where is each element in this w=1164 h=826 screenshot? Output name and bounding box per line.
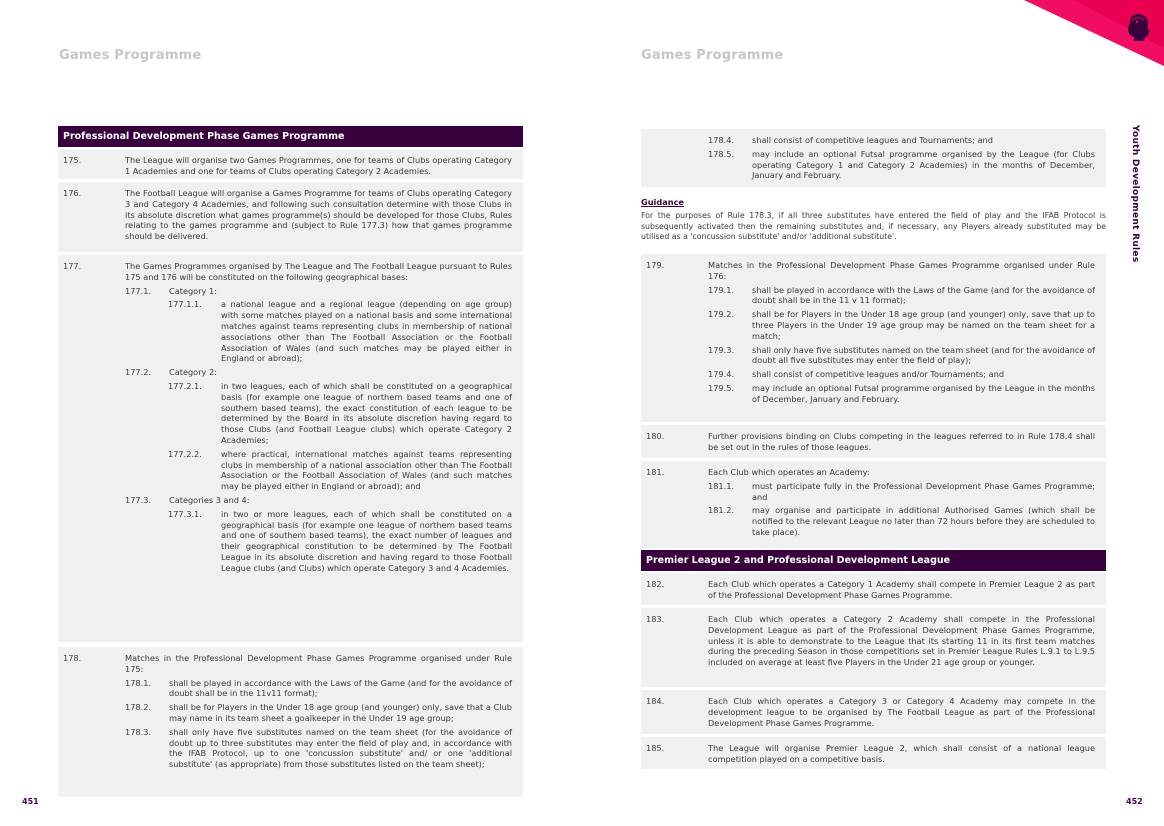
guidance-title: Guidance (641, 197, 684, 207)
rule-176 (63, 188, 512, 242)
rule-body (708, 467, 1095, 538)
page-number: 452 (1126, 797, 1143, 806)
sub-rule-text: shall be for Players in the Under 18 age group (and younger) only, save that up to three Players in the Under 19 age group may be named on the team sheet for a match; (752, 309, 1095, 341)
sub-rule-text: Category 1: (169, 285, 217, 296)
sub-sub-rule-number: 177.2.2. (168, 448, 202, 459)
rule-number: 183. (646, 614, 665, 624)
rule-body (125, 261, 512, 574)
sub-rule (125, 286, 512, 297)
rule-number: 184. (646, 696, 665, 706)
sub-rule-text: shall consist of competitive leagues and/or Tournaments; and (752, 369, 1005, 380)
rule-178 (63, 653, 512, 770)
sub-sub-rule-text: a national league and a regional league (depending on age group) with some matches played on a national basis and some international matches against teams representing clubs in membership of national associations other than The Football Association or the Football Association of Wales (and such matches may be played either in England or abroad); (221, 299, 512, 364)
sub-rule-number: 179.5. (708, 382, 735, 393)
sub-rule-number: 178.4. (708, 135, 735, 145)
sub-rule (125, 495, 512, 506)
brand-corner-graphic (1024, 0, 1164, 66)
sub-rule (708, 285, 1095, 307)
rule-text: Each Club which operates a Category 1 Academy shall compete in Premier League 2 as part of the Professional Development Phase Games Programme. (708, 579, 1095, 600)
sub-rule-text: shall be played in accordance with the Laws of the Game (and for the avoidance of doubt shall be in the 11v11 format); (169, 677, 512, 699)
rule-block (641, 573, 1106, 605)
rule-182 (646, 579, 1095, 601)
sub-rule-text: may include an optional Futsal programme organised by the League in the months of December, January and February. (752, 382, 1095, 404)
sub-rule (125, 727, 512, 770)
page-number: 451 (22, 797, 39, 806)
sub-sub-rule (168, 509, 512, 574)
rule-block (641, 129, 1106, 187)
sub-rule-number: 178.3. (125, 726, 152, 737)
rule-177 (63, 261, 512, 574)
sub-rule-text: may organise and participate in additional Authorised Games (which shall be notified to the relevant League no later than 72 hours before they are scheduled to take place). (752, 505, 1095, 537)
rule-block (58, 182, 523, 252)
sub-rule-number: 178.1. (125, 677, 152, 688)
sub-rule-number: 177.1. (125, 285, 152, 296)
sub-rule-text: shall be for Players in the Under 18 age group (and younger) only, save that a Club may name in its team sheet a goalkeeper in the Under 19 age group; (169, 702, 512, 723)
section-header: Premier League 2 and Professional Development League (641, 550, 1106, 571)
sub-rule (708, 345, 1095, 367)
vertical-section-title: Youth Development Rules (1130, 125, 1140, 263)
rule-block (641, 608, 1106, 687)
rule-body (125, 653, 512, 770)
rule-text: The League will organise Premier League 2, which shall consist of a national league competition played on a competitive basis. (708, 743, 1095, 764)
sub-rule-number: 178.5. (708, 148, 735, 159)
rule-block (641, 690, 1106, 734)
sub-rule (708, 369, 1095, 380)
rule-text: Matches in the Professional Development Phase Games Programme organised under Rule 175: (125, 653, 512, 674)
rule-text: The Games Programmes organised by The League and The Football League pursuant to Rules 175 and 176 will be constituted on the following geographical bases: (125, 261, 512, 282)
rule-block (58, 149, 523, 179)
sub-sub-rule-text: in two leagues, each of which shall be constituted on a geographical basis (for example one league of northern based teams and one of southern based teams), the exact constitution of each league to be determined by the Board in its absolute discretion having regard to those Clubs (and Football League clubs) which operate Category 2 Academies; (221, 380, 512, 445)
rule-183 (646, 614, 1095, 668)
sub-rule-text: may include an optional Futsal programme organised by the League (for Clubs operating Category 1 and Category 2 Academies) in the months of December, January and February. (752, 148, 1095, 181)
rule-block (641, 425, 1106, 458)
sub-rule-text: shall consist of competitive leagues and Tournaments; and (752, 135, 993, 145)
sub-rule (125, 678, 512, 700)
rule-175 (63, 155, 512, 177)
sub-rule (708, 135, 1095, 146)
sub-rule-text: Category 2: (169, 367, 217, 378)
sub-rule-text: shall only have five substitutes named on the team sheet (for the avoidance of doubt up to three substitutes may enter the field of play and, in accordance with the IFAB Protocol, up to one 'concussion substitute' and/ or one 'additional substitute' (as appropriate) from those substitutes listed on the team sheet); (169, 726, 512, 770)
running-title: Games Programme (641, 48, 784, 63)
rule-number: 176. (63, 188, 82, 198)
rule-block (58, 647, 523, 797)
rule-number: 175. (63, 155, 82, 165)
sub-rule-number: 179.3. (708, 344, 735, 355)
running-title: Games Programme (59, 48, 202, 63)
rule-184 (646, 696, 1095, 728)
rule-body (708, 135, 1095, 181)
sub-rule-number: 181.1. (708, 480, 735, 491)
sub-rule-text: Categories 3 and 4: (169, 494, 250, 505)
rule-number: 177. (63, 261, 82, 271)
rule-number: 180. (646, 431, 665, 441)
rule-text: Further provisions binding on Clubs competing in the leagues referred to in Rule 178.4 shall be set out in the rules of those leagues. (708, 431, 1095, 452)
rule-text: The Football League will organise a Games Programme for teams of Clubs operating Category 3 and Category 4 Academies, and following such consultation determine with those Clubs in its absolute discretion what games programme(s) should be developed for those Clubs, Rules relating to the games programme and (subject to Rule 177.3) how that games programme should be delivered. (125, 188, 512, 242)
rule-block (641, 461, 1106, 548)
sub-sub-rule-text: where practical, international matches against teams representing clubs in membership of a national association other than The Football Association or the Football Association of Wales (and such matches may be played either in England or abroad); and (221, 448, 512, 492)
rule-180 (646, 431, 1095, 453)
rule-number: 185. (646, 743, 665, 753)
sub-rule-number: 177.3. (125, 494, 152, 505)
rule-block (641, 254, 1106, 422)
rule-text: Each Club which operates a Category 2 Academy shall compete in the Professional Development League as part of the Professional Development Phase Games Programme, unless it is able to demonstrate to the League that its starting 11 in its first team matches during the preceding Season in those competitions set in Premier League Rules L.9.1 to L.9.5 included on average at least five Players in the Under 21 age group or younger. (708, 614, 1095, 668)
sub-sub-rule-number: 177.3.1. (168, 508, 202, 519)
rule-181 (646, 467, 1095, 538)
sub-rule (708, 309, 1095, 341)
sub-sub-rule (168, 449, 512, 492)
sub-sub-rule (168, 381, 512, 446)
sub-rule-text: must participate fully in the Professional Development Phase Games Programme; and (752, 480, 1095, 502)
rule-text: Each Club which operates an Academy: (708, 467, 870, 477)
sub-rule-number: 179.1. (708, 284, 735, 295)
sub-rule-number: 177.2. (125, 367, 152, 378)
sub-sub-rule-text: in two or more leagues, each of which shall be constituted on a geographical basis (for example one league of northern based teams and one of southern based teams), the exact number of leagues and their geographical constitution to be determined by The Football League in its absolute discretion and having regard to those Football League clubs (and Clubs) which operate Category 3 and 4 Academies. (221, 508, 512, 573)
sub-rule-number: 178.2. (125, 702, 152, 713)
rule-number: 179. (646, 260, 665, 270)
sub-rule-text: shall be played in accordance with the Laws of the Game (and for the avoidance of doubt shall be in the 11 v 11 format); (752, 284, 1095, 306)
sub-rule-number: 179.2. (708, 309, 735, 320)
rule-number: 181. (646, 467, 665, 477)
sub-sub-rule (168, 299, 512, 364)
sub-rule (125, 367, 512, 378)
sub-rule-number: 181.2. (708, 505, 735, 516)
sub-rule (708, 505, 1095, 537)
sub-sub-rule-number: 177.1.1. (168, 299, 202, 310)
rule-text: Matches in the Professional Development Phase Games Programme organised under Rule 176: (708, 260, 1095, 281)
rule-block (58, 255, 523, 642)
rule-continued (646, 135, 1095, 181)
guidance-text: For the purposes of Rule 178.3, if all three substitutes have entered the field of play and the IFAB Protocol is subsequently activated then the remaining substitutes and, if necessary, any Players already substituted may be utilised as a 'concussion substitute' and/or 'additional substitute'. (641, 211, 1106, 242)
sub-sub-rule-number: 177.2.1. (168, 380, 202, 391)
rule-179 (646, 260, 1095, 405)
section-header: Professional Development Phase Games Programme (58, 126, 523, 147)
rule-number: 178. (63, 653, 82, 663)
sub-rule (708, 481, 1095, 503)
rule-number-spacer (646, 135, 708, 181)
rule-number: 182. (646, 579, 665, 589)
sub-rule-number: 179.4. (708, 369, 735, 380)
rule-body (708, 260, 1095, 405)
rule-185 (646, 743, 1095, 765)
sub-rule (708, 383, 1095, 405)
rule-block (641, 737, 1106, 769)
sub-rule-text: shall only have five substitutes named on the team sheet (and for the avoidance of doubt all five substitutes may enter the field of play); (752, 344, 1095, 366)
rule-text: The League will organise two Games Programmes, one for teams of Clubs operating Category 1 Academies and one for teams of Clubs operating Category 2 Academies. (125, 155, 512, 176)
sub-rule (125, 702, 512, 724)
sub-rule (708, 149, 1095, 181)
rule-text: Each Club which operates a Category 3 or Category 4 Academy may compete in the development league to be organised by The Football League as part of the Professional Development Phase Games Programme. (708, 696, 1095, 728)
